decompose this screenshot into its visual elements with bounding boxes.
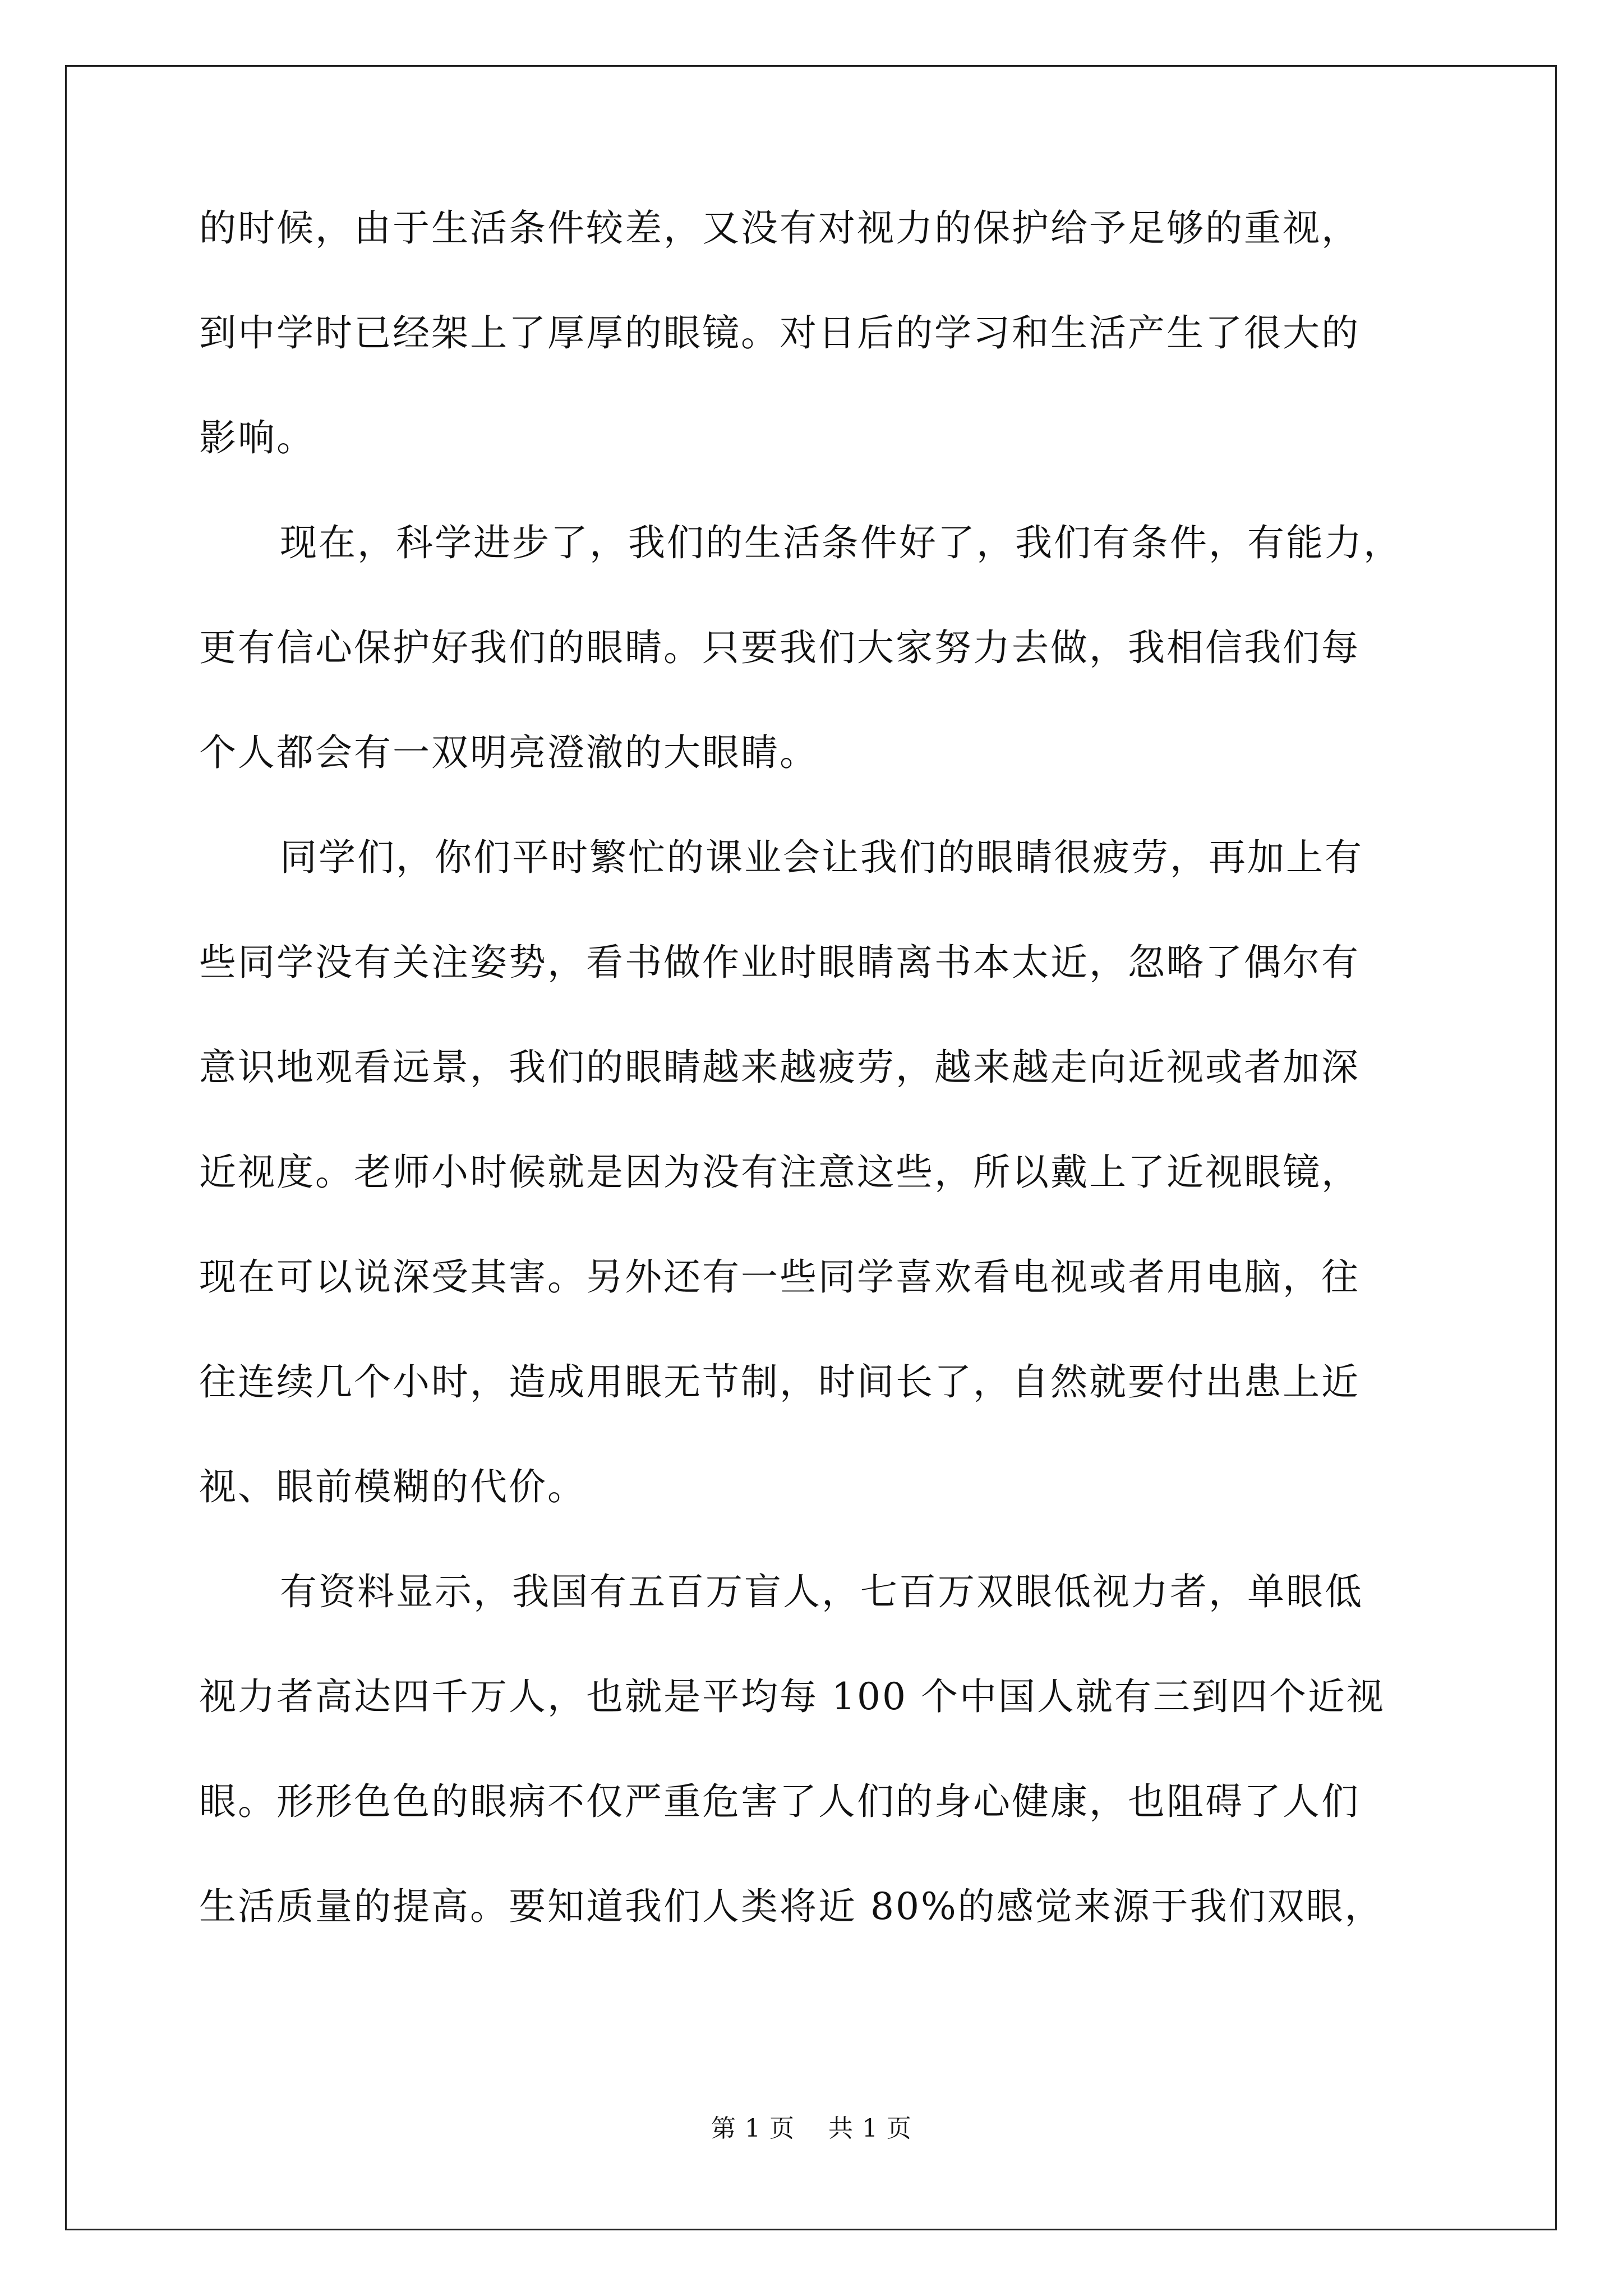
- paragraph-start-line: 有资料显示，我国有五百万盲人，七百万双眼低视力者，单眼低: [280, 1570, 1363, 1613]
- page-total: 共 1 页: [828, 2114, 912, 2143]
- text-line: 视、眼前模糊的代价。: [199, 1465, 586, 1508]
- paragraph-start-line: 同学们，你们平时繁忙的课业会让我们的眼睛很疲劳，再加上有: [280, 836, 1363, 879]
- paragraph-start-line: 现在，科学进步了，我们的生活条件好了，我们有条件，有能力，: [280, 521, 1402, 564]
- text-line: 更有信心保护好我们的眼睛。只要我们大家努力去做，我相信我们每: [199, 626, 1360, 669]
- text-line: 近视度。老师小时候就是因为没有注意这些，所以戴上了近视眼镜，: [199, 1151, 1360, 1194]
- text-line: 意识地观看远景，我们的眼睛越来越疲劳，越来越走向近视或者加深: [199, 1046, 1360, 1089]
- text-line: 视力者高达四千万人，也就是平均每 100 个中国人就有三到四个近视: [199, 1675, 1385, 1718]
- text-line: 个人都会有一双明亮澄澈的大眼睛。: [199, 731, 818, 774]
- text-line: 眼。形形色色的眼病不仅严重危害了人们的身心健康，也阻碍了人们: [199, 1780, 1360, 1823]
- text-line: 现在可以说深受其害。另外还有一些同学喜欢看电视或者用电脑，往: [199, 1255, 1360, 1299]
- text-line: 些同学没有关注姿势，看书做作业时眼睛离书本太近，忽略了偶尔有: [199, 941, 1360, 984]
- text-line: 到中学时已经架上了厚厚的眼镜。对日后的学习和生活产生了很大的: [199, 311, 1360, 355]
- page-number: 第 1 页: [711, 2114, 795, 2143]
- text-line: 生活质量的提高。要知道我们人类将近 80%的感觉来源于我们双眼，: [199, 1885, 1384, 1928]
- text-line: 影响。: [199, 416, 315, 459]
- page-footer: [0, 2114, 1623, 2144]
- text-line: 往连续几个小时，造成用眼无节制，时间长了，自然就要付出患上近: [199, 1360, 1360, 1404]
- text-line: 的时候，由于生活条件较差，又没有对视力的保护给予足够的重视，: [199, 206, 1360, 250]
